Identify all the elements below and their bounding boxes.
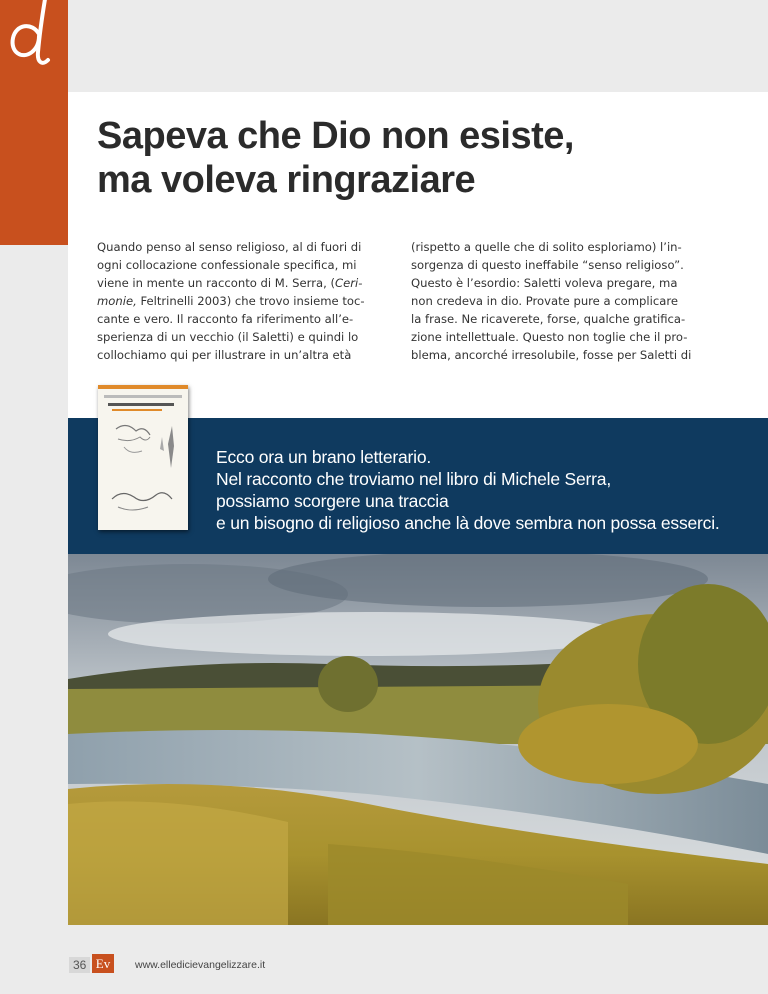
text-line: la frase. Ne ricaverete, forse, qualche gratifica- — [411, 312, 686, 326]
text-line: sperienza di un vecchio (il Saletti) e quindi lo — [97, 330, 359, 344]
text-span: Feltrinelli 2003) che trovo insieme toc- — [136, 294, 365, 308]
text-line: sorgenza di questo ineffabile “senso religioso”. — [411, 258, 684, 272]
intro-line: Ecco ora un brano letterario. — [216, 447, 432, 467]
landscape-photo — [68, 554, 768, 925]
title-bold: Dio non esiste — [311, 115, 564, 157]
text-line: blema, ancorché irresolubile, fosse per Saletti di — [411, 348, 692, 362]
article-title — [97, 114, 697, 202]
footer — [0, 925, 768, 994]
body-column-2 — [411, 238, 701, 364]
text-line: ogni collocazione confessionale specifica, mi — [97, 258, 357, 272]
title-line-2: ma voleva ringraziare — [97, 159, 476, 201]
section-letter-d-icon — [4, 0, 64, 74]
text-line — [97, 274, 387, 292]
text-line: cante e vero. Il racconto fa riferimento all’e- — [97, 312, 354, 326]
body-column-1 — [97, 238, 387, 364]
text-line: zione intellettuale. Questo non toglie che il pro- — [411, 330, 688, 344]
text-line: Questo è l’esordio: Saletti voleva pregare, ma — [411, 276, 678, 290]
text-line: collochiamo qui per illustrare in un’altra età — [97, 348, 352, 362]
title-text: Sapeva che — [97, 115, 312, 157]
italic-title: monie, — [97, 294, 137, 308]
text-line: non credeva in dio. Provate pure a complicare — [411, 294, 678, 308]
intro-text — [216, 446, 761, 534]
page-number: 36 — [69, 957, 90, 973]
italic-title: Ceri- — [335, 276, 363, 290]
intro-line: Nel racconto che troviamo nel libro di Michele Serra, — [216, 469, 611, 489]
intro-line: e un bisogno di religioso anche là dove sembra non possa esserci. — [216, 513, 720, 533]
book-cover-art-icon — [98, 389, 188, 530]
book-cover — [98, 385, 188, 530]
title-comma: , — [563, 115, 574, 157]
title-line-1 — [97, 114, 697, 158]
intro-line: possiamo scorgere una traccia — [216, 491, 449, 511]
text-span: viene in mente un racconto di M. Serra, ( — [97, 276, 336, 290]
section-tab — [0, 0, 68, 245]
text-line — [97, 292, 387, 310]
text-line: Quando penso al senso religioso, al di fuori di — [97, 240, 362, 254]
top-band — [0, 0, 768, 92]
text-line: (rispetto a quelle che di solito esploriamo) l’in- — [411, 240, 682, 254]
ev-logo: Ev — [92, 954, 114, 973]
site-url[interactable]: www.elledicievangelizzare.it — [135, 959, 266, 971]
